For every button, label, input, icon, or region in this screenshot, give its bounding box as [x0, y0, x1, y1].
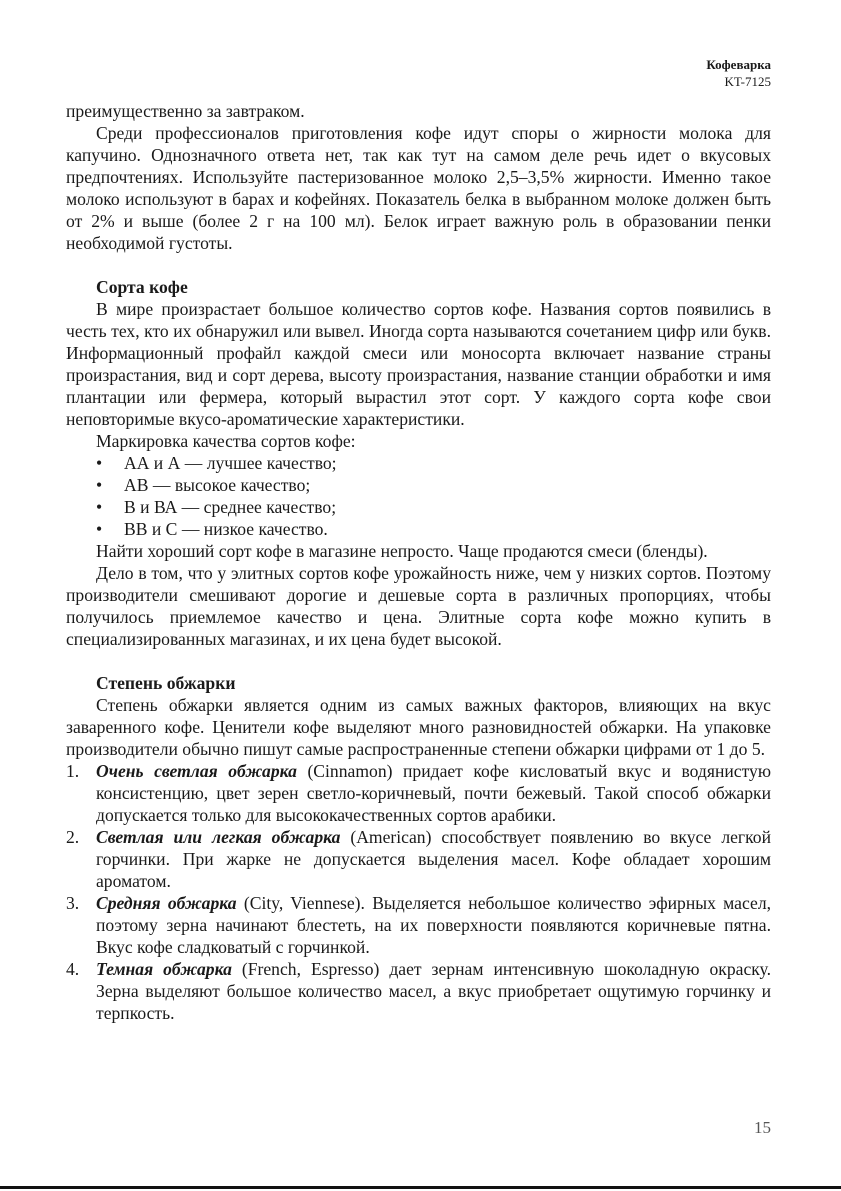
- list-item: [66, 892, 771, 958]
- page-header: [706, 56, 771, 90]
- item-number: 1.: [66, 761, 80, 781]
- item-number: 3.: [66, 893, 80, 913]
- bottom-rule: [0, 1186, 841, 1189]
- roast-description: (American) способствует появлению во вкусе легкой горчинки. При жарке не допускается выделения масел. Кофе обладает хорошим ароматом.: [96, 827, 771, 891]
- page-content: [66, 100, 771, 1024]
- milk-paragraph: Среди профессионалов приготовления кофе идут споры о жирности молока для капучино. Однозначного ответа нет, так как тут на самом деле речь идет о вкусовых предпочтениях. Используйте пастеризованное молоко 2,5–3,5% жирности. Именно такое молоко используют в барах и кофейнях. Показатель белка в выбранном молоке должен быть от 2% и выше (более 2 г на 100 мл). Белок играет важную роль в образовании пенки необходимой густоты.: [66, 123, 771, 253]
- marking-intro: Маркировка качества сортов кофе:: [96, 431, 356, 451]
- varieties-heading: Сорта кофе: [96, 277, 188, 297]
- intro-continuation: преимущественно за завтраком.: [66, 101, 305, 121]
- list-item: • В и ВА — среднее качество;: [96, 496, 771, 518]
- elite-paragraph: Дело в том, что у элитных сортов кофе урожайность ниже, чем у низких сортов. Поэтому производители смешивают дорогие и дешевые сорта в различных пропорциях, чтобы получилось приемлемое качество и цена. Элитные сорта кофе можно купить в специализированных магазинах, и их цена будет высокой.: [66, 563, 771, 649]
- varieties-paragraph: В мире произрастает большое количество сортов кофе. Названия сортов появились в честь тех, кто их обнаружил или вывел. Иногда сорта называются сочетанием цифр или букв. Информационный профайл каждой смеси или моносорта включает название страны произрастания, вид и сорт дерева, высоту произрастания, название станции обработки и имя плантации или фермера, который вырастил этот сорт. У каждого сорта кофе свои неповторимые вкусо-ароматические характеристики.: [66, 299, 771, 429]
- roast-name: Темная обжарка: [96, 959, 232, 979]
- list-item: [66, 958, 771, 1024]
- roast-levels-list: [66, 760, 771, 1024]
- header-model: KT-7125: [724, 74, 771, 89]
- list-item: [66, 760, 771, 826]
- roast-description: (City, Viennese). Выделяется небольшое количество эфирных масел, поэтому зерна начинают блестеть, на их поверхности появляются коричневые пятна. Вкус кофе сладковатый с горчинкой.: [96, 893, 771, 957]
- roast-name: Средняя обжарка: [96, 893, 237, 913]
- roast-paragraph: Степень обжарки является одним из самых важных факторов, влияющих на вкус заваренного кофе. Ценители кофе выделяют много разновидностей обжарки. На упаковке производители обычно пишут самые распространенные степени обжарки цифрами от 1 до 5.: [66, 695, 771, 759]
- list-item: [66, 826, 771, 892]
- list-item: • ВВ и С — низкое качество.: [96, 518, 771, 540]
- list-item: • АВ — высокое качество;: [96, 474, 771, 496]
- grades-list: [66, 452, 771, 540]
- header-title: Кофеварка: [706, 57, 771, 72]
- roast-name: Светлая или легкая обжарка: [96, 827, 341, 847]
- item-number: 2.: [66, 827, 80, 847]
- item-number: 4.: [66, 959, 80, 979]
- roast-name: Очень светлая обжарка: [96, 761, 297, 781]
- roast-heading: Степень обжарки: [96, 673, 236, 693]
- blends-paragraph: Найти хороший сорт кофе в магазине непросто. Чаще продаются смеси (бленды).: [96, 541, 708, 561]
- roast-description: (French, Espresso) дает зернам интенсивную шоколадную окраску. Зерна выделяют большое количество масел, а вкус приобретает ощутимую горчинку и терпкость.: [96, 959, 771, 1023]
- page-number: 15: [754, 1118, 771, 1137]
- list-item: • АА и А — лучшее качество;: [96, 452, 771, 474]
- roast-description: (Cinnamon) придает кофе кисловатый вкус и водянистую консистенцию, цвет зерен светло-коричневый, почти бежевый. Такой способ обжарки допускается только для высококачественных сортов арабики.: [96, 761, 771, 825]
